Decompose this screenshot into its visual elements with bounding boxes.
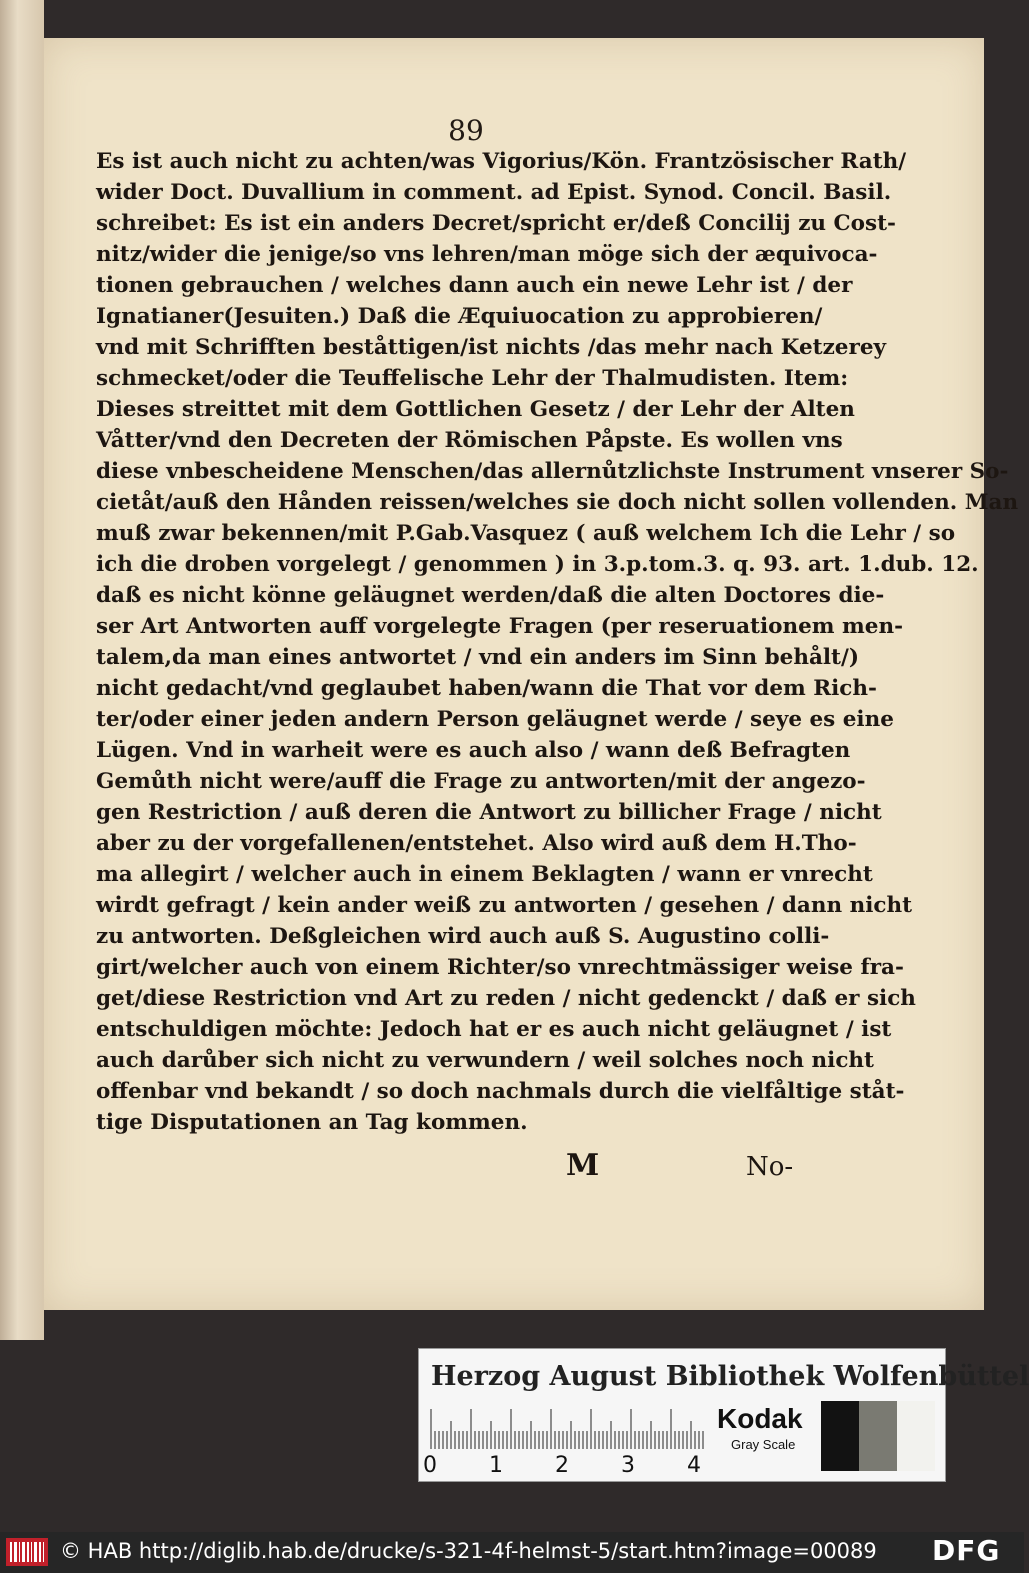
text-line: wider Doct. Duvallium in comment. ad Epist. Synod. Concil. Basil. — [96, 180, 892, 205]
color-reference-card — [418, 1348, 1029, 1482]
text-line: vnd mit Schrifften beståttigen/ist nichts /das mehr nach Ketzerey — [96, 335, 886, 360]
text-line: gen Restriction / auß deren die Antwort zu billicher Frage / nicht — [96, 800, 882, 825]
gray-swatch-white — [897, 1401, 935, 1471]
text-line: Ignatianer(Jesuiten.) Daß die Æquiuocation zu approbieren/ — [96, 304, 823, 329]
text-line: aber zu der vorgefallenen/entstehet. Also wird auß dem H.Tho- — [96, 831, 857, 856]
text-line: talem,da man eines antwortet / vnd ein anders im Sinn behålt/) — [96, 645, 860, 670]
text-line: entschuldigen möchte: Jedoch hat er es auch nicht geläugnet / ist — [96, 1017, 892, 1042]
text-line: Es ist auch nicht zu achten/was Vigorius/Kön. Frantzösischer Rath/ — [96, 149, 907, 174]
catchword: No- — [746, 1152, 794, 1182]
source-url-link[interactable]: © HAB http://diglib.hab.de/drucke/s-321-4f-helmst-5/start.htm?image=00089 — [60, 1539, 877, 1563]
text-line: wirdt gefragt / kein ander weiß zu antworten / gesehen / dann nicht — [96, 893, 913, 918]
text-line: offenbar vnd bekandt / so doch nachmals durch die vielfåltige ståt- — [96, 1079, 905, 1104]
kodak-logo: Kodak — [717, 1403, 803, 1434]
text-line: girt/welcher auch von einem Richter/so vnrechtmässiger weise fra- — [96, 955, 904, 980]
ruler-number: 1 — [489, 1453, 503, 1478]
text-line: cietåt/auß den Hånden reissen/welches sie doch nicht sollen vollenden. Man — [96, 490, 1019, 515]
footer-bar — [0, 1532, 1024, 1573]
text-line: muß zwar bekennen/mit P.Gab.Vasquez ( auß welchem Ich die Lehr / so — [96, 521, 956, 546]
adjacent-page-edge — [0, 0, 44, 1340]
text-line: zu antworten. Deßgleichen wird auch auß S. Augustino colli- — [96, 924, 830, 949]
text-line: Lügen. Vnd in warheit were es auch also / wann deß Befragten — [96, 738, 851, 763]
text-line: ich die droben vorgelegt / genommen ) in 3.p.tom.3. q. 93. art. 1.dub. 12. — [96, 552, 979, 577]
page-footer-marks — [96, 1148, 842, 1188]
ruler-number: 2 — [555, 1453, 569, 1478]
text-line: schreibet: Es ist ein anders Decret/spricht er/deß Concilij zu Cost- — [96, 211, 896, 236]
text-line: nicht gedacht/vnd geglaubet haben/wann die That vor dem Rich- — [96, 676, 877, 701]
text-line: tige Disputationen an Tag kommen. — [96, 1110, 528, 1135]
gray-swatch-black — [821, 1401, 859, 1471]
text-line: schmecket/oder die Teuffelische Lehr der Thalmudisten. Item: — [96, 366, 849, 391]
text-line: ter/oder einer jeden andern Person geläugnet werde / seye es eine — [96, 707, 894, 732]
page-number: 89 — [448, 114, 484, 147]
ruler-scale — [429, 1407, 707, 1449]
text-line: nitz/wider die jenige/so vns lehren/man möge sich der æquivoca- — [96, 242, 878, 267]
text-line: tionen gebrauchen / welches dann auch ein newe Lehr ist / der — [96, 273, 853, 298]
ruler-number: 3 — [621, 1453, 635, 1478]
text-line: daß es nicht könne geläugnet werden/daß die alten Doctores die- — [96, 583, 885, 608]
document-page — [44, 38, 1019, 1310]
gray-swatch-mid — [859, 1401, 897, 1471]
text-line: Dieses streittet mit dem Gottlichen Gesetz / der Lehr der Alten — [96, 397, 855, 422]
gray-scale-label: Gray Scale — [731, 1437, 796, 1452]
text-line: ma allegirt / welcher auch in einem Beklagten / wann er vnrecht — [96, 862, 873, 887]
text-line: diese vnbescheidene Menschen/das allernůtzlichste Instrument vnserer So- — [96, 459, 1009, 484]
dfg-logo: DFG — [932, 1534, 1001, 1567]
text-line: Gemůth nicht were/auff die Frage zu antworten/mit der angezo- — [96, 769, 866, 794]
text-line: Våtter/vnd den Decreten der Römischen Påpste. Es wollen vns — [96, 428, 843, 453]
text-line: ser Art Antworten auff vorgelegte Fragen (per reseruationem men- — [96, 614, 904, 639]
ruler-number: 0 — [423, 1453, 437, 1478]
text-line: auch darůber sich nicht zu verwundern / weil solches noch nicht — [96, 1048, 874, 1073]
library-name: Herzog August Bibliothek Wolfenbüttel — [431, 1361, 1029, 1392]
signature-mark: M — [566, 1148, 600, 1183]
ruler-number: 4 — [687, 1453, 701, 1478]
body-text — [96, 146, 1019, 1138]
text-line: get/diese Restriction vnd Art zu reden / nicht gedenckt / daß er sich — [96, 986, 916, 1011]
barcode-icon — [6, 1538, 48, 1566]
